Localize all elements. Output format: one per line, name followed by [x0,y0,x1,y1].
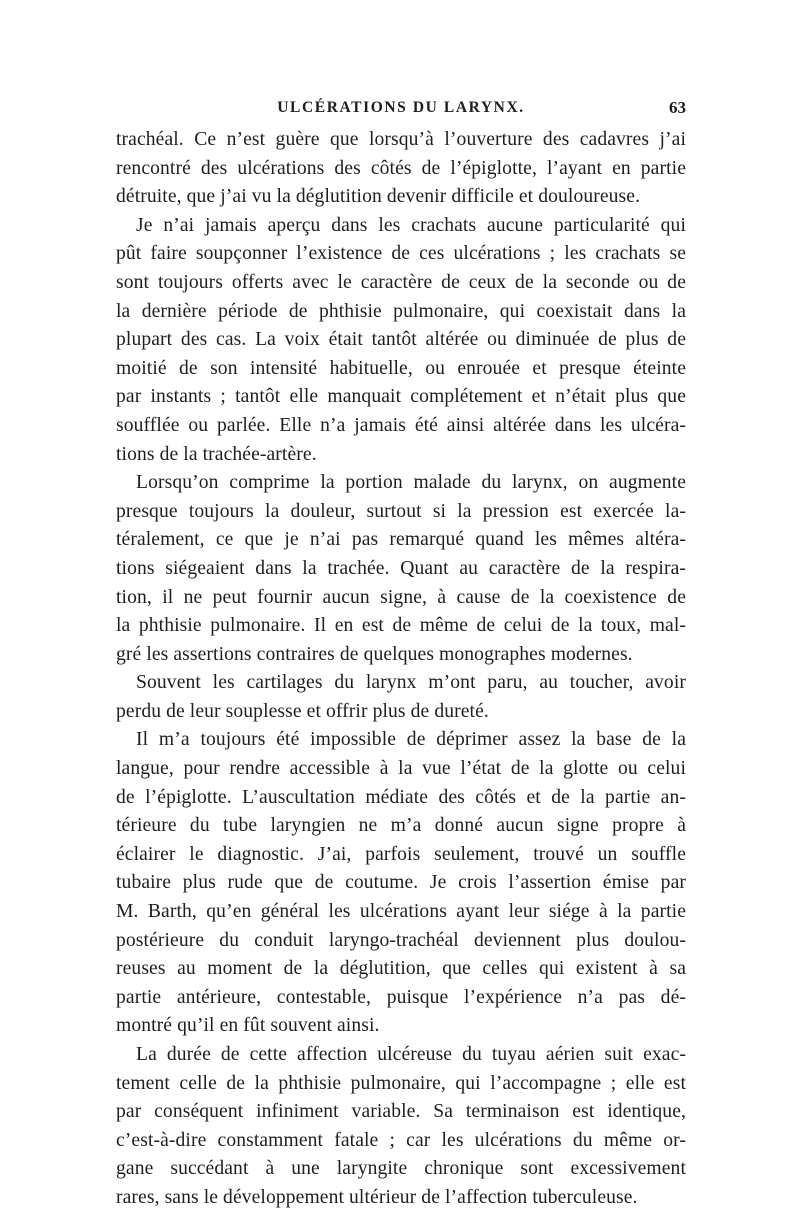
text-line: tions de la trachée-artère. [116,443,317,465]
text-line: plupart des cas. La voix était tantôt altérée ou diminuée de plus de [116,329,686,351]
text-line: reuses au moment de la déglutition, que celles qui existent à sa [116,958,686,980]
text-line: pût faire soupçonner l’existence de ces ulcérations ; les crachats se [116,243,686,265]
text-line: par instants ; tantôt elle manquait complétement et n’était plus que [116,386,686,408]
text-line: tions siégeaient dans la trachée. Quant au caractère de la respira- [116,557,686,579]
text-line: Souvent les cartilages du larynx m’ont paru, au toucher, avoir [136,672,686,694]
text-line: moitié de son intensité habituelle, ou enrouée et presque éteinte [116,357,686,379]
text-line: tion, il ne peut fournir aucun signe, à cause de la coexistence de [116,586,686,608]
text-line: la dernière période de phthisie pulmonaire, qui coexistait dans la [116,300,686,322]
text-line: éclairer le diagnostic. J’ai, parfois seulement, trouvé un souffle [116,843,686,865]
text-line: gane succédant à une laryngite chronique sont excessivement [116,1158,686,1180]
text-line: sont toujours offerts avec le caractère de ceux de la seconde ou de [116,271,686,293]
text-line: soufflée ou parlée. Elle n’a jamais été ainsi altérée dans les ulcéra- [116,414,686,436]
text-line: presque toujours la douleur, surtout si la pression est exercée la- [116,500,686,522]
text-line: tement celle de la phthisie pulmonaire, qui l’accompagne ; elle est [116,1072,686,1094]
text-line: langue, pour rendre accessible à la vue l’état de la glotte ou celui [116,758,686,780]
running-head [116,96,686,120]
body-text [116,126,686,1213]
text-line: gré les assertions contraires de quelques monographes modernes. [116,643,633,665]
text-line: montré qu’il en fût souvent ainsi. [116,1015,380,1037]
text-line: trachéal. Ce n’est guère que lorsqu’à l’ouverture des cadavres j’ai [116,129,686,150]
text-line: perdu de leur souplesse et offrir plus de dureté. [116,700,489,722]
text-line: par conséquent infiniment variable. Sa terminaison est identique, [116,1101,686,1123]
running-title: ULCÉRATIONS DU LARYNX. [277,99,525,116]
text-line: Il m’a toujours été impossible de déprimer assez la base de la [136,729,686,751]
text-line: la phthisie pulmonaire. Il en est de même de celui de la toux, mal- [116,615,686,637]
text-line: rencontré des ulcérations des côtés de l’épiglotte, l’ayant en partie [116,157,686,179]
text-line: M. Barth, qu’en général les ulcérations ayant leur siége à la partie [116,901,686,923]
text-line: détruite, que j’ai vu la déglutition devenir difficile et douloureuse. [116,186,641,208]
text-line: postérieure du conduit laryngo-trachéal deviennent plus doulou- [116,929,686,951]
text-line: Je n’ai jamais aperçu dans les crachats aucune particularité qui [136,214,686,236]
text-line: téralement, ce que je n’ai pas remarqué quand les mêmes altéra- [116,529,686,551]
text-line: tubaire plus rude que de coutume. Je crois l’assertion émise par [116,872,686,894]
page-number: 63 [669,98,686,117]
text-line: térieure du tube laryngien ne m’a donné aucun signe propre à [116,815,686,837]
text-line: rares, sans le développement ultérieur de l’affection tuberculeuse. [116,1186,638,1208]
text-line: c’est-à-dire constamment fatale ; car les ulcérations du même or- [116,1129,686,1151]
text-line: La durée de cette affection ulcéreuse du tuyau aérien suit exac- [136,1044,686,1065]
text-line: Lorsqu’on comprime la portion malade du larynx, on augmente [136,472,686,494]
text-line: partie antérieure, contestable, puisque l’expérience n’a pas dé- [116,986,686,1008]
text-line: de l’épiglotte. L’auscultation médiate des côtés et de la partie an- [116,786,686,808]
